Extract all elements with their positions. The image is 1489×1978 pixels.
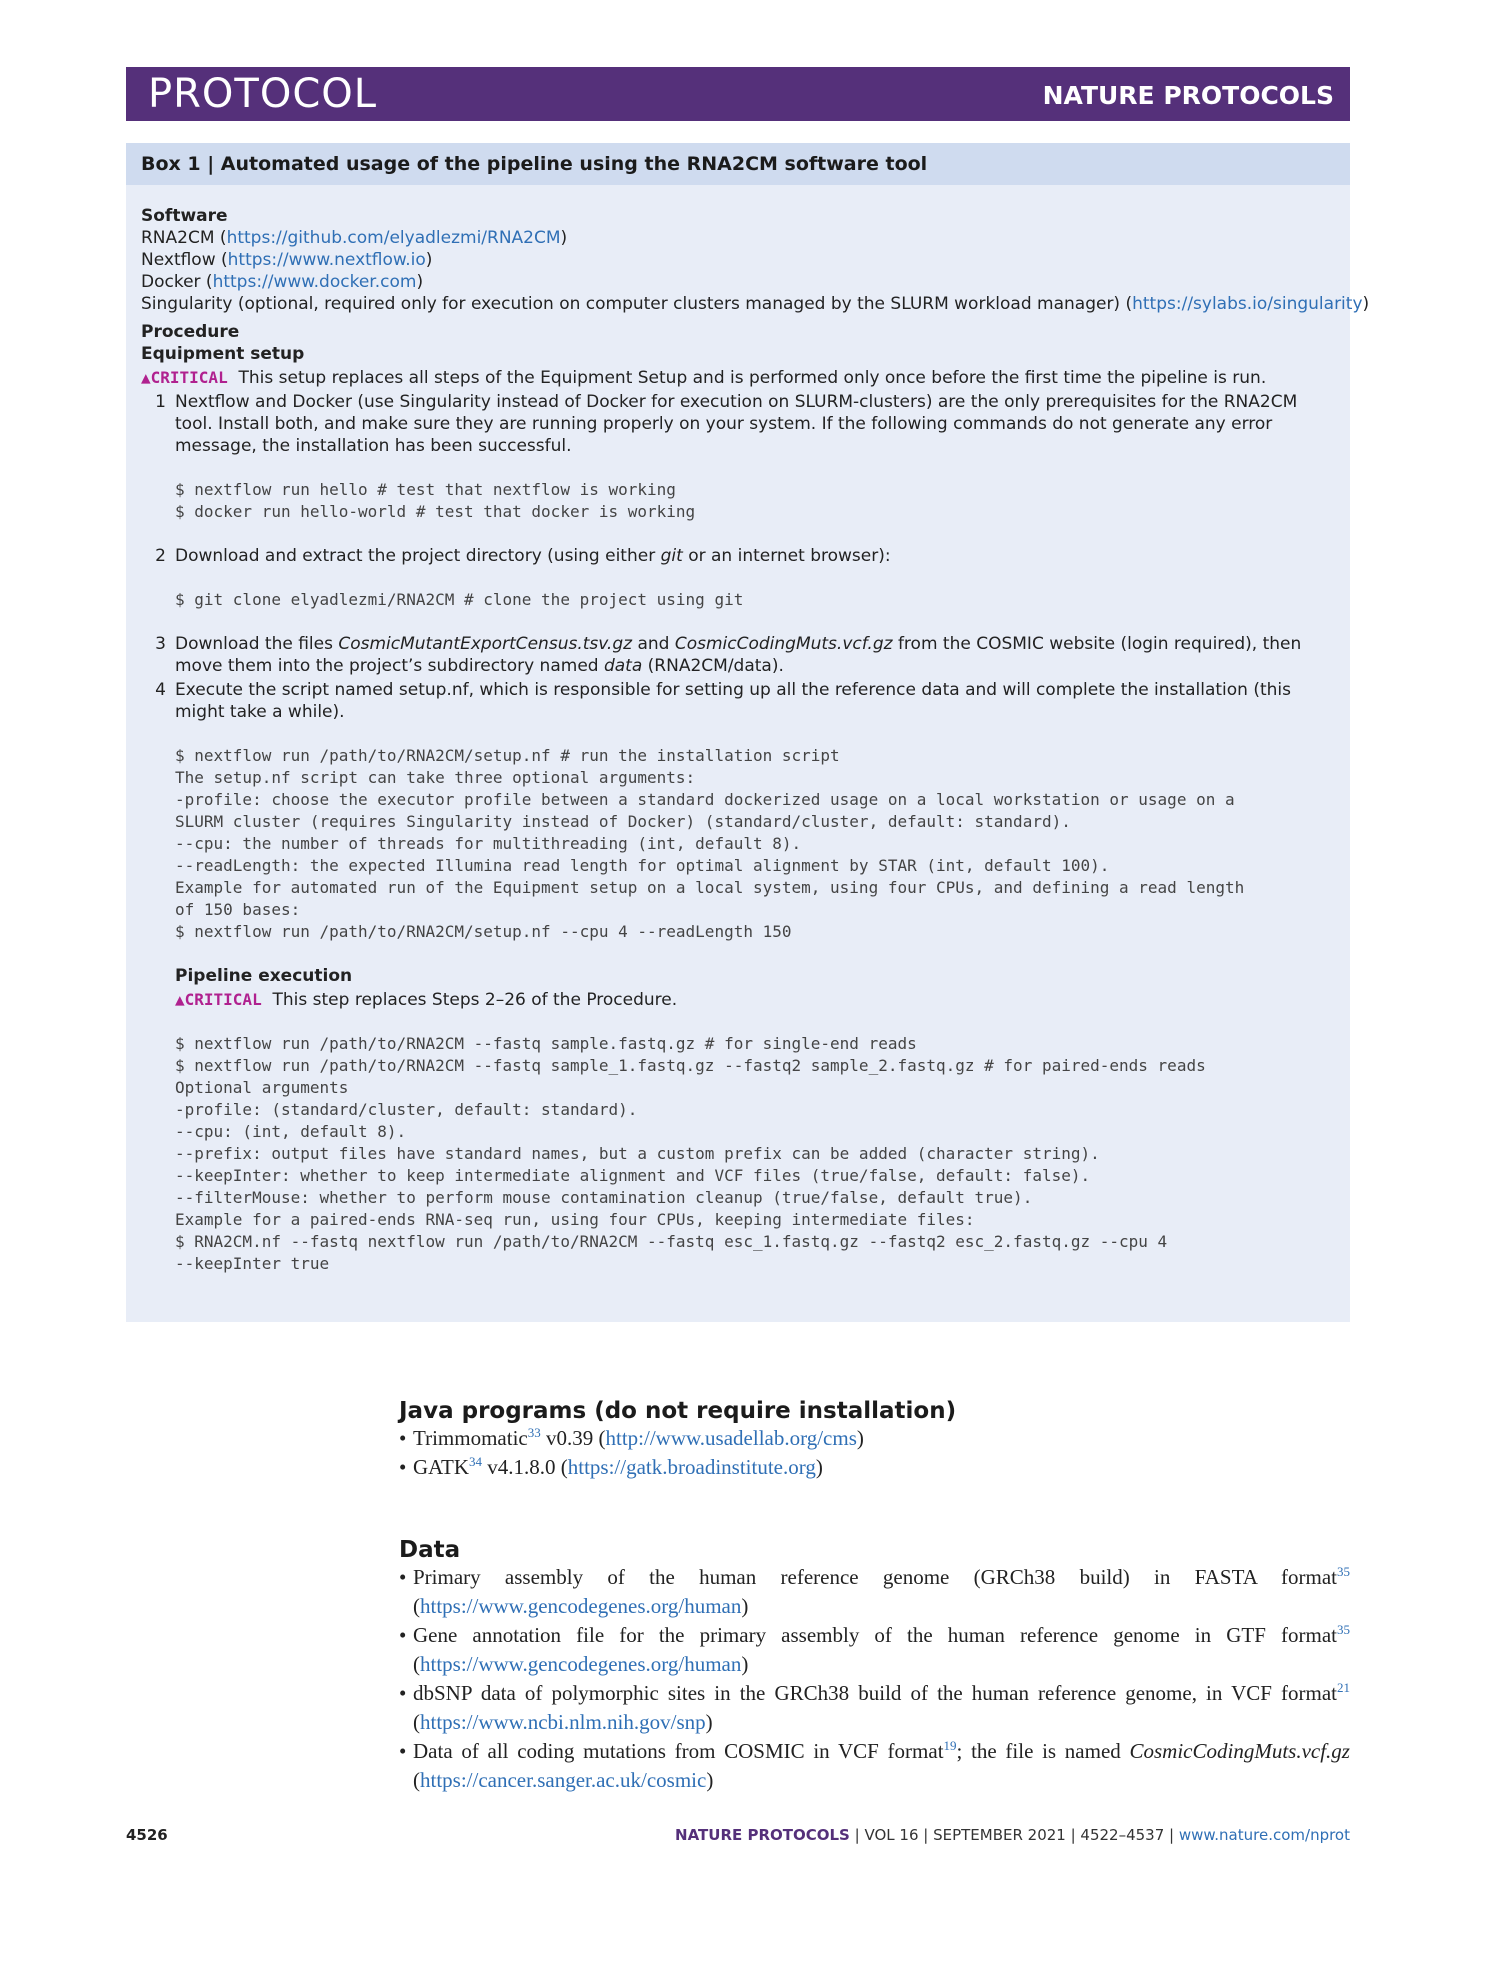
- equipment-heading: Equipment setup: [141, 344, 305, 364]
- citation-link[interactable]: 34: [469, 1454, 482, 1469]
- software-item: Nextflow (https://www.nextflow.io): [141, 250, 433, 270]
- box-1: [126, 143, 1370, 1322]
- citation-link[interactable]: 35: [1337, 1564, 1350, 1579]
- citation-link[interactable]: 33: [527, 1425, 541, 1440]
- software-link[interactable]: https://github.com/elyadlezmi/RNA2CM: [226, 228, 561, 248]
- step-3: 3 Download the files CosmicMutantExportCensus.tsv.gz and CosmicCodingMuts.vcf.gz from the COSMIC website (login required), then move them into the project’s subdirectory named data (RNA2CM/data).: [155, 634, 1302, 676]
- software-heading: Software: [141, 206, 228, 226]
- java-link[interactable]: https://gatk.broadinstitute.org: [567, 1455, 816, 1479]
- data-item: • dbSNP data of polymorphic sites in the GRCh38 build of the human reference genome, in VCF format$^{21}$ (https://www.ncbi.nlm.nih.gov/snp): [399, 1680, 1350, 1734]
- box-title: Box 1 | Automated usage of the pipeline using the RNA2CM software tool: [126, 143, 1350, 185]
- pipeline-heading: Pipeline execution: [175, 966, 353, 986]
- step-2: 2 Download and extract the project directory (using either git or an internet browser):: [155, 546, 891, 566]
- code-block-4: $ nextflow run /path/to/RNA2CM/setup.nf # run the installation script The setup.nf script can take three optional arguments: -profile: choose the executor profile between a standard dockerized usage on a local workstation or usage on a SLURM cluster (requires Singularity instead of Docker) (standard/cluster, default: standard). --cpu: the number of threads for multithreading (int, default 8). --readLength: the expected Illumina read length for optimal alignment by STAR (int, default 100). Example for automated run of the Equipment setup on a local system, using four CPUs, and defining a read length of 150 bases: $ nextflow run /path/to/RNA2CM/setup.nf --cpu 4 --readLength 150: [175, 746, 1245, 941]
- header-bar: [126, 67, 1350, 121]
- software-link[interactable]: https://sylabs.io/singularity: [1132, 294, 1363, 314]
- software-item: RNA2CM (https://github.com/elyadlezmi/RNA2CM): [141, 228, 568, 248]
- software-item: Singularity (optional, required only for execution on computer clusters managed by the SLURM workload manager) (https://sylabs.io/singularity): [141, 294, 1370, 314]
- critical-label: ▲CRITICAL: [175, 990, 262, 1009]
- citation-link[interactable]: 19: [943, 1738, 957, 1753]
- step-1: 1 Nextflow and Docker (use Singularity instead of Docker for execution on SLURM-clusters) are the only prerequisites for the RNA2CM tool. Install both, and make sure they are running properly on your system. If the following commands do not generate any error message, the installation has been successful.: [155, 392, 1298, 456]
- critical-note: ▲CRITICAL This setup replaces all steps of the Equipment Setup and is performed only once before the first time the pipeline is run.: [141, 368, 1267, 388]
- step-4: 4 Execute the script named setup.nf, which is responsible for setting up all the reference data and will complete the installation (this might take a while).: [155, 680, 1291, 722]
- page-number: 4526: [126, 1826, 168, 1844]
- code-block-2: $ git clone elyadlezmi/RNA2CM # clone the project using git: [175, 590, 744, 609]
- java-item: • Trimmomatic$^{33}$ v0.39 (http://www.usadellab.org/cms): [399, 1425, 864, 1450]
- software-item: Docker (https://www.docker.com): [141, 272, 424, 292]
- software-link[interactable]: https://www.nextflow.io: [227, 250, 426, 270]
- software-link[interactable]: https://www.docker.com: [212, 272, 417, 292]
- journal-link[interactable]: www.nature.com/nprot: [1178, 1826, 1350, 1844]
- data-link[interactable]: https://www.gencodegenes.org/human: [420, 1652, 742, 1676]
- data-section: [399, 1537, 1350, 1795]
- data-item: • Primary assembly of the human reference genome (GRCh38 build) in FASTA format$^{35}$ (https://www.gencodegenes.org/human): [399, 1564, 1350, 1618]
- journal-citation: NATURE PROTOCOLS | VOL 16 | SEPTEMBER 2021 | 4522–4537 | www.nature.com/nprot: [675, 1826, 1350, 1844]
- java-section: [399, 1398, 1350, 1482]
- section-label: PROTOCOL: [148, 71, 378, 117]
- data-item: • Gene annotation file for the primary assembly of the human reference genome in GTF format$^{35}$ (https://www.gencodegenes.org/human): [399, 1622, 1350, 1676]
- citation-link[interactable]: 35: [1337, 1622, 1350, 1637]
- java-heading: Java programs (do not require installation): [399, 1398, 957, 1424]
- data-heading: Data: [399, 1537, 461, 1563]
- data-link[interactable]: https://cancer.sanger.ac.uk/cosmic: [420, 1768, 707, 1792]
- java-link[interactable]: http://www.usadellab.org/cms: [605, 1426, 857, 1450]
- code-block-1: $ nextflow run hello # test that nextflow is working $ docker run hello-world # test that docker is working: [175, 480, 696, 521]
- data-link[interactable]: https://www.ncbi.nlm.nih.gov/snp: [420, 1710, 706, 1734]
- journal-label: NATURE PROTOCOLS: [1042, 81, 1334, 110]
- box-body: [126, 185, 1370, 1275]
- data-item: • Data of all coding mutations from COSMIC in VCF format$^{19}$; the file is named CosmicCodingMuts.vcf.gz (https://cancer.sanger.ac.uk/cosmic): [399, 1738, 1350, 1792]
- java-item: • GATK$^{34}$ v4.1.8.0 (https://gatk.broadinstitute.org): [399, 1454, 823, 1479]
- code-block-5: $ nextflow run /path/to/RNA2CM --fastq sample.fastq.gz # for single-end reads $ nextflow run /path/to/RNA2CM --fastq sample_1.fastq.gz --fastq2 sample_2.fastq.gz # for paired-ends reads Optional arguments -profile: (standard/cluster, default: standard). --cpu: (int, default 8). --prefix: output files have standard names, but a custom prefix can be added (character string). --keepInter: whether to keep intermediate alignment and VCF files (true/false, default: false). --filterMouse: whether to perform mouse contamination cleanup (true/false, default true). Example for a paired-ends RNA-seq run, using four CPUs, keeping intermediate files: $ RNA2CM.nf --fastq nextflow run /path/to/RNA2CM --fastq esc_1.fastq.gz --fastq2 esc_2.fastq.gz --cpu 4 --keepInter true: [175, 1034, 1206, 1273]
- critical-note-2: ▲CRITICAL This step replaces Steps 2–26 of the Procedure.: [175, 990, 678, 1010]
- citation-link[interactable]: 21: [1337, 1680, 1350, 1695]
- procedure-heading: Procedure: [141, 322, 240, 342]
- critical-label: ▲CRITICAL: [141, 368, 228, 387]
- data-link[interactable]: https://www.gencodegenes.org/human: [420, 1594, 742, 1618]
